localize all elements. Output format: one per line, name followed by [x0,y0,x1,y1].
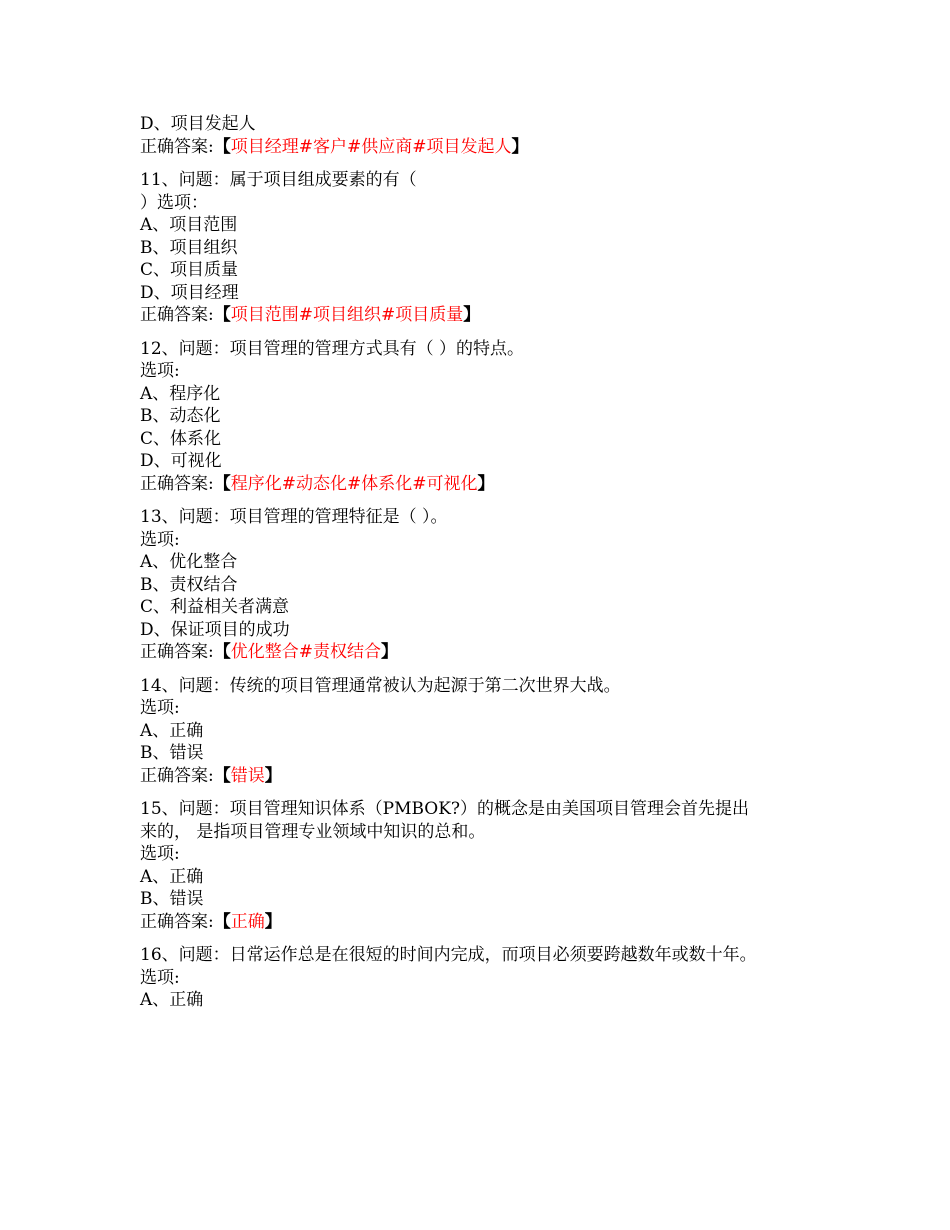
bracket-open: 【 [213,911,231,932]
option-item: B、错误 [140,743,204,763]
question-text: 15、问题：项目管理知识体系（PMBOK?）的概念是由美国项目管理会首先提出 [140,799,750,819]
question-text: 14、问题：传统的项目管理通常被认为起源于第二次世界大战。 [140,675,621,696]
question-block-16 [140,944,820,1012]
answer-text: 项目范围#项目组织#项目质量 [230,305,464,325]
answer-line [140,765,820,788]
option-item: D、项目经理 [140,282,239,303]
options-label: 选项: [140,844,180,864]
answer-label: 正确答案: [140,473,214,494]
answer-text: 程序化#动态化#体系化#可视化 [230,473,478,494]
bracket-open: 【 [213,305,231,325]
question-text: 12、问题：项目管理的管理方式具有（ ）的特点。 [140,338,525,359]
option-item: A、正确 [140,990,204,1010]
option-item: A、项目范围 [140,215,238,235]
bracket-close: 】 [511,136,529,157]
answer-line [140,304,820,327]
option-item: A、程序化 [140,383,221,404]
options-label: 选项: [140,529,180,550]
bracket-open: 【 [213,642,231,662]
option-item: C、体系化 [140,428,222,449]
option-item: A、正确 [140,866,204,887]
option-item: B、责权结合 [140,574,238,595]
question-text-continued: 来的， 是指项目管理专业领域中知识的总和。 [140,821,486,842]
bracket-close: 】 [264,765,282,786]
answer-label: 正确答案: [140,765,214,786]
options-label: 选项: [140,967,180,988]
answer-line [140,136,820,159]
question-block-15 [140,798,820,933]
question-text: 11、问题：属于项目组成要素的有（ [140,170,417,190]
answer-label: 正确答案: [140,911,214,932]
bracket-open: 【 [213,136,231,157]
option-item: B、动态化 [140,406,221,426]
question-block-12 [140,338,820,496]
answer-label: 正确答案: [140,305,214,325]
answer-label: 正确答案: [140,642,214,662]
question-text: 16、问题：日常运作总是在很短的时间内完成，而项目必须要跨越数年或数十年。 [140,945,757,965]
option-item: C、利益相关者满意 [140,597,290,617]
bracket-close: 】 [264,911,282,932]
answer-label: 正确答案: [140,136,214,157]
answer-line [140,641,820,664]
question-text-continued: ）选项： [140,192,208,213]
answer-text: 错误 [230,765,265,786]
bracket-close: 】 [477,473,495,494]
answer-text: 正确 [230,911,265,932]
option-item: C、项目质量 [140,260,239,280]
bracket-open: 【 [213,765,231,786]
option-item: D、项目发起人 [140,114,256,134]
option-item: B、错误 [140,889,204,909]
option-item: D、保证项目的成功 [140,619,290,640]
question-text: 13、问题：项目管理的管理特征是（ ）。 [140,507,448,527]
bracket-close: 】 [463,305,481,325]
document-page [140,113,820,1012]
options-label: 选项: [140,698,180,718]
question-block-11 [140,169,820,327]
bracket-open: 【 [213,473,231,494]
question-block-13 [140,506,820,664]
answer-line [140,473,820,496]
question-block-14 [140,675,820,788]
option-item: D、可视化 [140,451,222,471]
option-item: A、正确 [140,720,204,741]
option-item: B、项目组织 [140,237,238,258]
answer-text: 项目经理#客户#供应商#项目发起人 [230,136,512,157]
answer-line [140,911,820,934]
option-item: A、优化整合 [140,552,238,572]
bracket-close: 】 [380,642,398,662]
options-label: 选项: [140,361,180,381]
answer-text: 优化整合#责权结合 [230,642,381,662]
